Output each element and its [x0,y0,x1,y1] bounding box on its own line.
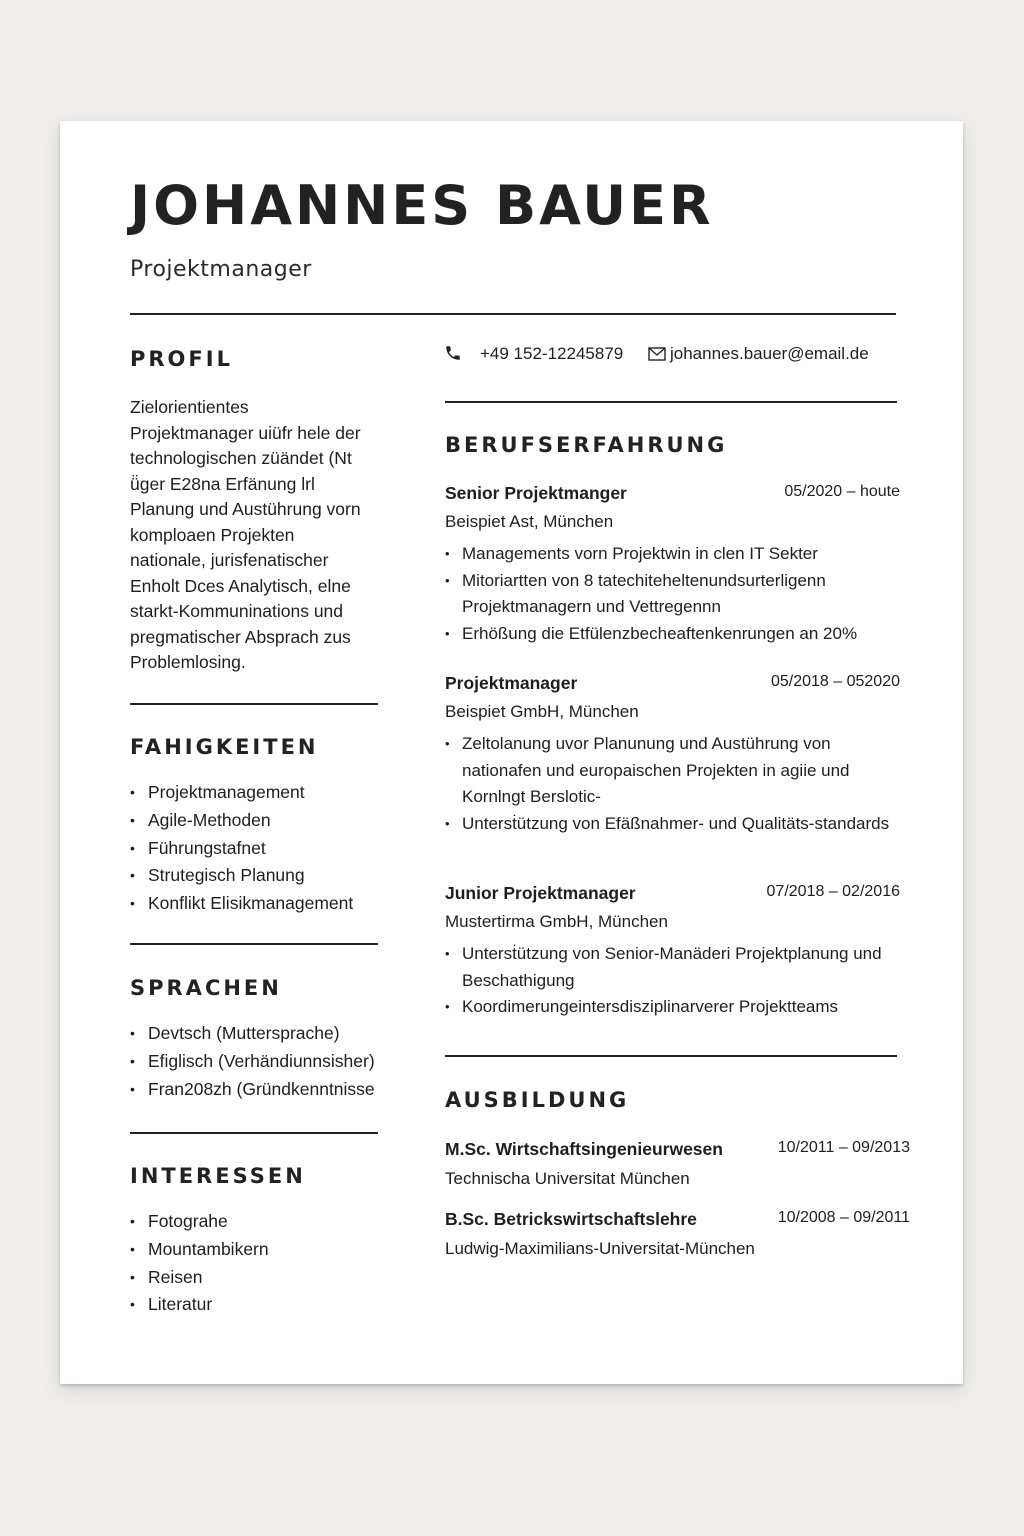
profile-line: Problemlosing. [130,652,246,672]
degree-title: M.Sc. Wirtschaftsingenieurwesen [445,1139,723,1159]
job-dates: 07/2018 – 02/2016 [766,883,900,900]
education-entry [445,1139,910,1192]
profile-line: starkt-Kommuninations und [130,601,344,621]
job-bullets [445,731,900,837]
skills-divider [130,943,378,945]
phone-number[interactable]: +49 152-12245879 [480,344,624,363]
degree-dates: 10/2011 – 09/2013 [777,1139,910,1156]
job-dates: 05/2020 – houte [784,483,900,500]
mail-icon [648,346,666,366]
job-title: Projektmanager [445,673,578,693]
job-company: Beispiet GmbH, München [445,702,639,721]
list-item: • Erhößung die Etfülenzbecheaftenkenrungen an 20% [445,621,900,648]
phone-icon [444,344,462,367]
list-item: • Konflikt Elisikmanagement [130,890,353,918]
list-item: • Strutegisch Planung [130,862,353,890]
degree-title: B.Sc. Betrickswirtschaftslehre [445,1209,697,1229]
list-item: • Reisen [130,1264,269,1292]
profile-line: Enholt Dces Analytisch, elne [130,575,351,596]
list-item: • Führungstafnet [130,835,353,863]
profile-line: Planung und Austührung vorn [130,499,361,519]
languages-heading: SPRACHEN [130,976,282,1000]
list-item: • Managements vorn Projektwin in clen IT Sekter [445,541,900,568]
profile-line: nationale, jurisfenatischer [130,550,329,570]
job-title: Senior Projektmanger [445,483,627,503]
resume-page [60,121,963,1384]
list-item: • Agile-Methoden [130,807,353,835]
candidate-name: JOHANNES BAUER [130,174,714,237]
job-bullets [445,541,900,647]
profile-heading: PROFIL [130,347,233,371]
skills-heading: FAHIGKEITEN [130,735,319,759]
degree-dates: 10/2008 – 09/2011 [777,1209,910,1226]
school-name: Ludwig-Maximilians-Universitat-München [445,1239,755,1258]
profile-line: pregmatischer Absprach zus [130,626,351,647]
job-company: Mustertirma GmbH, München [445,912,668,931]
profile-text [130,395,392,676]
profile-line: technologischen züändet (Nt [130,448,352,468]
interests-heading: INTERESSEN [130,1164,306,1188]
education-entry [445,1209,910,1262]
profile-line: ü̈ger E28na Erfänung lrl [130,473,315,494]
profile-line: Zielorientientes [130,397,249,417]
list-item: • Mitoriartten von 8 tatechiteheltenundsurterligenn Projektmanagern und Vettregennn [445,568,900,621]
list-item: • Zeltolanung uvor Planunung und Austührung von nationafen und europaischen Projekten in agiie und Kornlngt Berslotic- [445,731,900,811]
profile-line: Projektmanager uiüfr hele der [130,422,361,443]
job-title: Junior Projektmanager [445,883,636,903]
job-dates: 05/2018 – 052020 [770,673,900,690]
list-item: • Koordimerungeintersdisziplinarverer Projektteams [445,994,900,1021]
profile-divider [130,703,378,705]
list-item: • Efiglisch (Verhändiunnsisher) [130,1048,375,1076]
profile-line: komploaen Projekten [130,524,295,545]
list-item: • Devtsch (Muttersprache) [130,1020,375,1048]
experience-divider [445,1055,897,1057]
list-item: • Projektmanagement [130,779,353,807]
school-name: Technischa Universitat München [445,1169,690,1188]
education-heading: AUSBILDUNG [445,1088,630,1112]
header-divider [130,313,896,315]
job-entry [445,483,900,647]
contact-divider [445,401,897,403]
list-item: • Mountambikern [130,1236,269,1264]
list-item: • Fran208zh (Gründkenntnisse [130,1076,375,1104]
list-item: • Untersṫützung von Senior-Manäderi Projektplanung und Beschathigung [445,941,900,994]
list-item: • Literatur [130,1291,269,1319]
list-item: • Fotograhe [130,1208,269,1236]
languages-list [130,1020,375,1103]
interests-list [130,1208,269,1319]
languages-divider [130,1132,378,1134]
email-address[interactable]: johannes.bauer@email.de [670,344,869,363]
skills-list [130,779,353,918]
job-entry [445,673,900,837]
job-entry [445,883,900,1021]
experience-heading: BERUFSERFAHRUNG [445,433,728,457]
list-item: • Untersṫützung von Efäßnahmer- und Qualitäts-standards [445,811,900,838]
job-company: Beispiet Ast, München [445,512,614,531]
contact-bar [444,341,904,371]
candidate-job-title: Projektmanager [130,257,312,282]
job-bullets [445,941,900,1021]
